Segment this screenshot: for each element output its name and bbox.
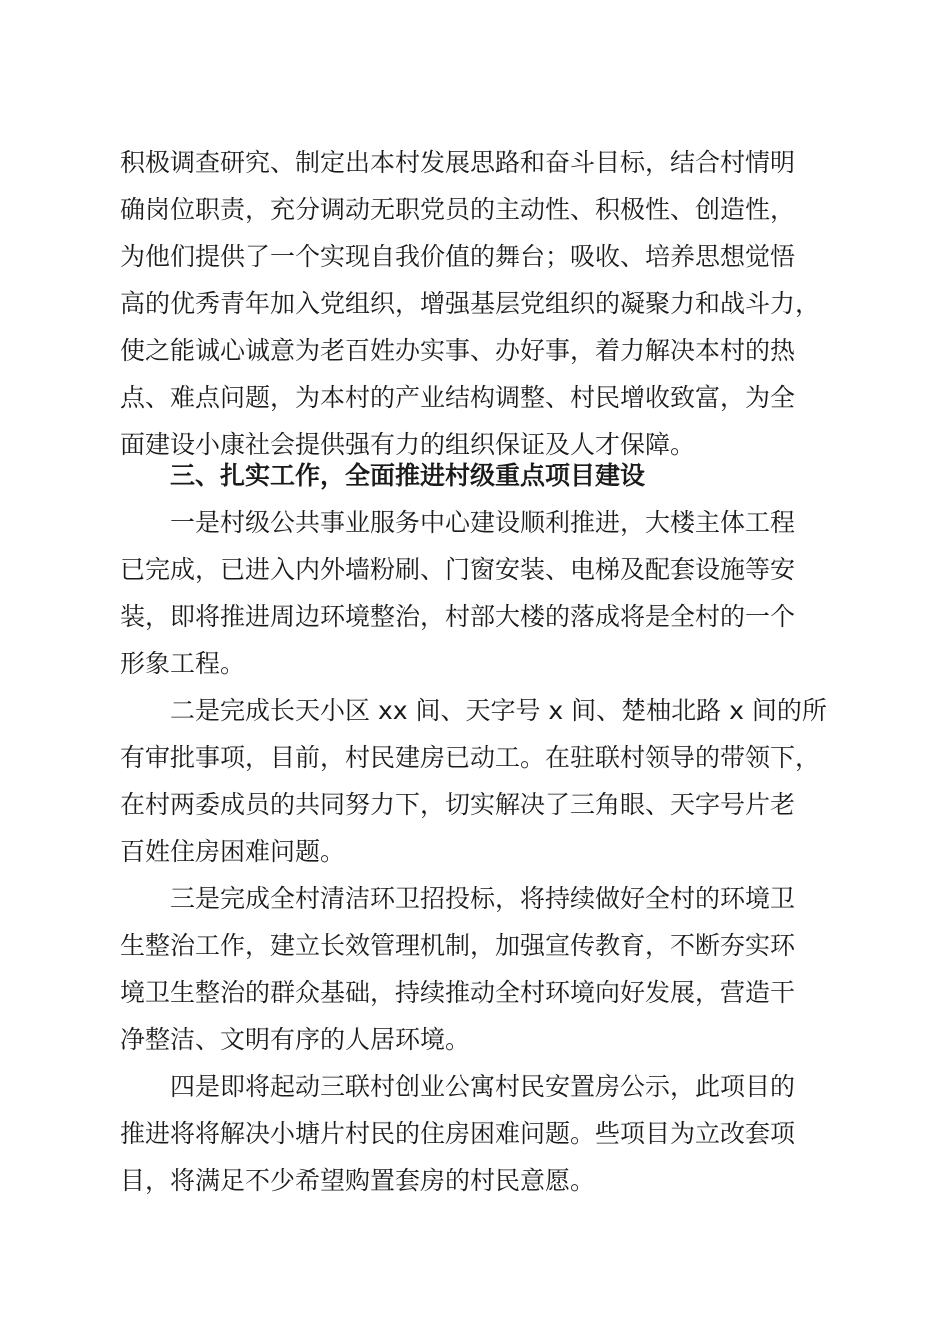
paragraph-3-line-4: 净整洁、文明有序的人居环境。 xyxy=(120,1025,471,1054)
paragraph-3-line-3: 境卫生整治的群众基础，持续推动全村环境向好发展，营造干 xyxy=(120,978,796,1007)
paragraph-2-line-4: 百姓住房困难问题。 xyxy=(120,837,346,866)
paragraph-4-line-2: 推进将将解决小塘片村民的住房困难问题。些项目为立改套项 xyxy=(120,1119,796,1148)
intro-line-4: 高的优秀青年加入党组织，增强基层党组织的凝聚力和战斗力， xyxy=(120,289,821,318)
intro-line-6: 点、难点问题，为本村的产业结构调整、村民增收致富，为全 xyxy=(120,383,796,412)
paragraph-1-line-2: 已完成，已进入内外墙粉刷、门窗安装、电梯及配套设施等安 xyxy=(120,555,796,584)
intro-line-5: 使之能诚心诚意为老百姓办实事、办好事，着力解决本村的热 xyxy=(120,336,796,365)
paragraph-3-line-1: 三是完成全村清洁环卫招投标，将持续做好全村的环境卫 xyxy=(170,884,796,913)
paragraph-3-line-2: 生整治工作，建立长效管理机制，加强宣传教育，不断夯实环 xyxy=(120,931,796,960)
paragraph-2-line-1: 二是完成长天小区 xx 间、天字号 x 间、楚柚北路 x 间的所 xyxy=(170,696,827,725)
paragraph-2-line-3: 在村两委成员的共同努力下，切实解决了三角眼、天字号片老 xyxy=(120,790,796,819)
intro-line-2: 确岗位职责，充分调动无职党员的主动性、积极性、创造性， xyxy=(120,195,796,224)
paragraph-1-line-1: 一是村级公共事业服务中心建设顺利推进，大楼主体工程 xyxy=(170,508,796,537)
paragraph-1-line-4: 形象工程。 xyxy=(120,649,246,678)
paragraph-1-line-3: 装，即将推进周边环境整治，村部大楼的落成将是全村的一个 xyxy=(120,602,796,631)
section-heading: 三、扎实工作，全面推进村级重点项目建设 xyxy=(170,461,646,490)
intro-line-1: 积极调查研究、制定出本村发展思路和奋斗目标，结合村情明 xyxy=(120,148,796,177)
paragraph-2-line-2: 有审批事项，目前，村民建房已动工。在驻联村领导的带领下， xyxy=(120,743,821,772)
intro-line-3: 为他们提供了一个实现自我价值的舞台；吸收、培养思想觉悟 xyxy=(120,242,796,271)
intro-line-7: 面建设小康社会提供强有力的组织保证及人才保障。 xyxy=(120,430,696,459)
paragraph-4-line-3: 目，将满足不少希望购置套房的村民意愿。 xyxy=(120,1166,596,1195)
paragraph-4-line-1: 四是即将起动三联村创业公寓村民安置房公示，此项目的 xyxy=(170,1072,796,1101)
